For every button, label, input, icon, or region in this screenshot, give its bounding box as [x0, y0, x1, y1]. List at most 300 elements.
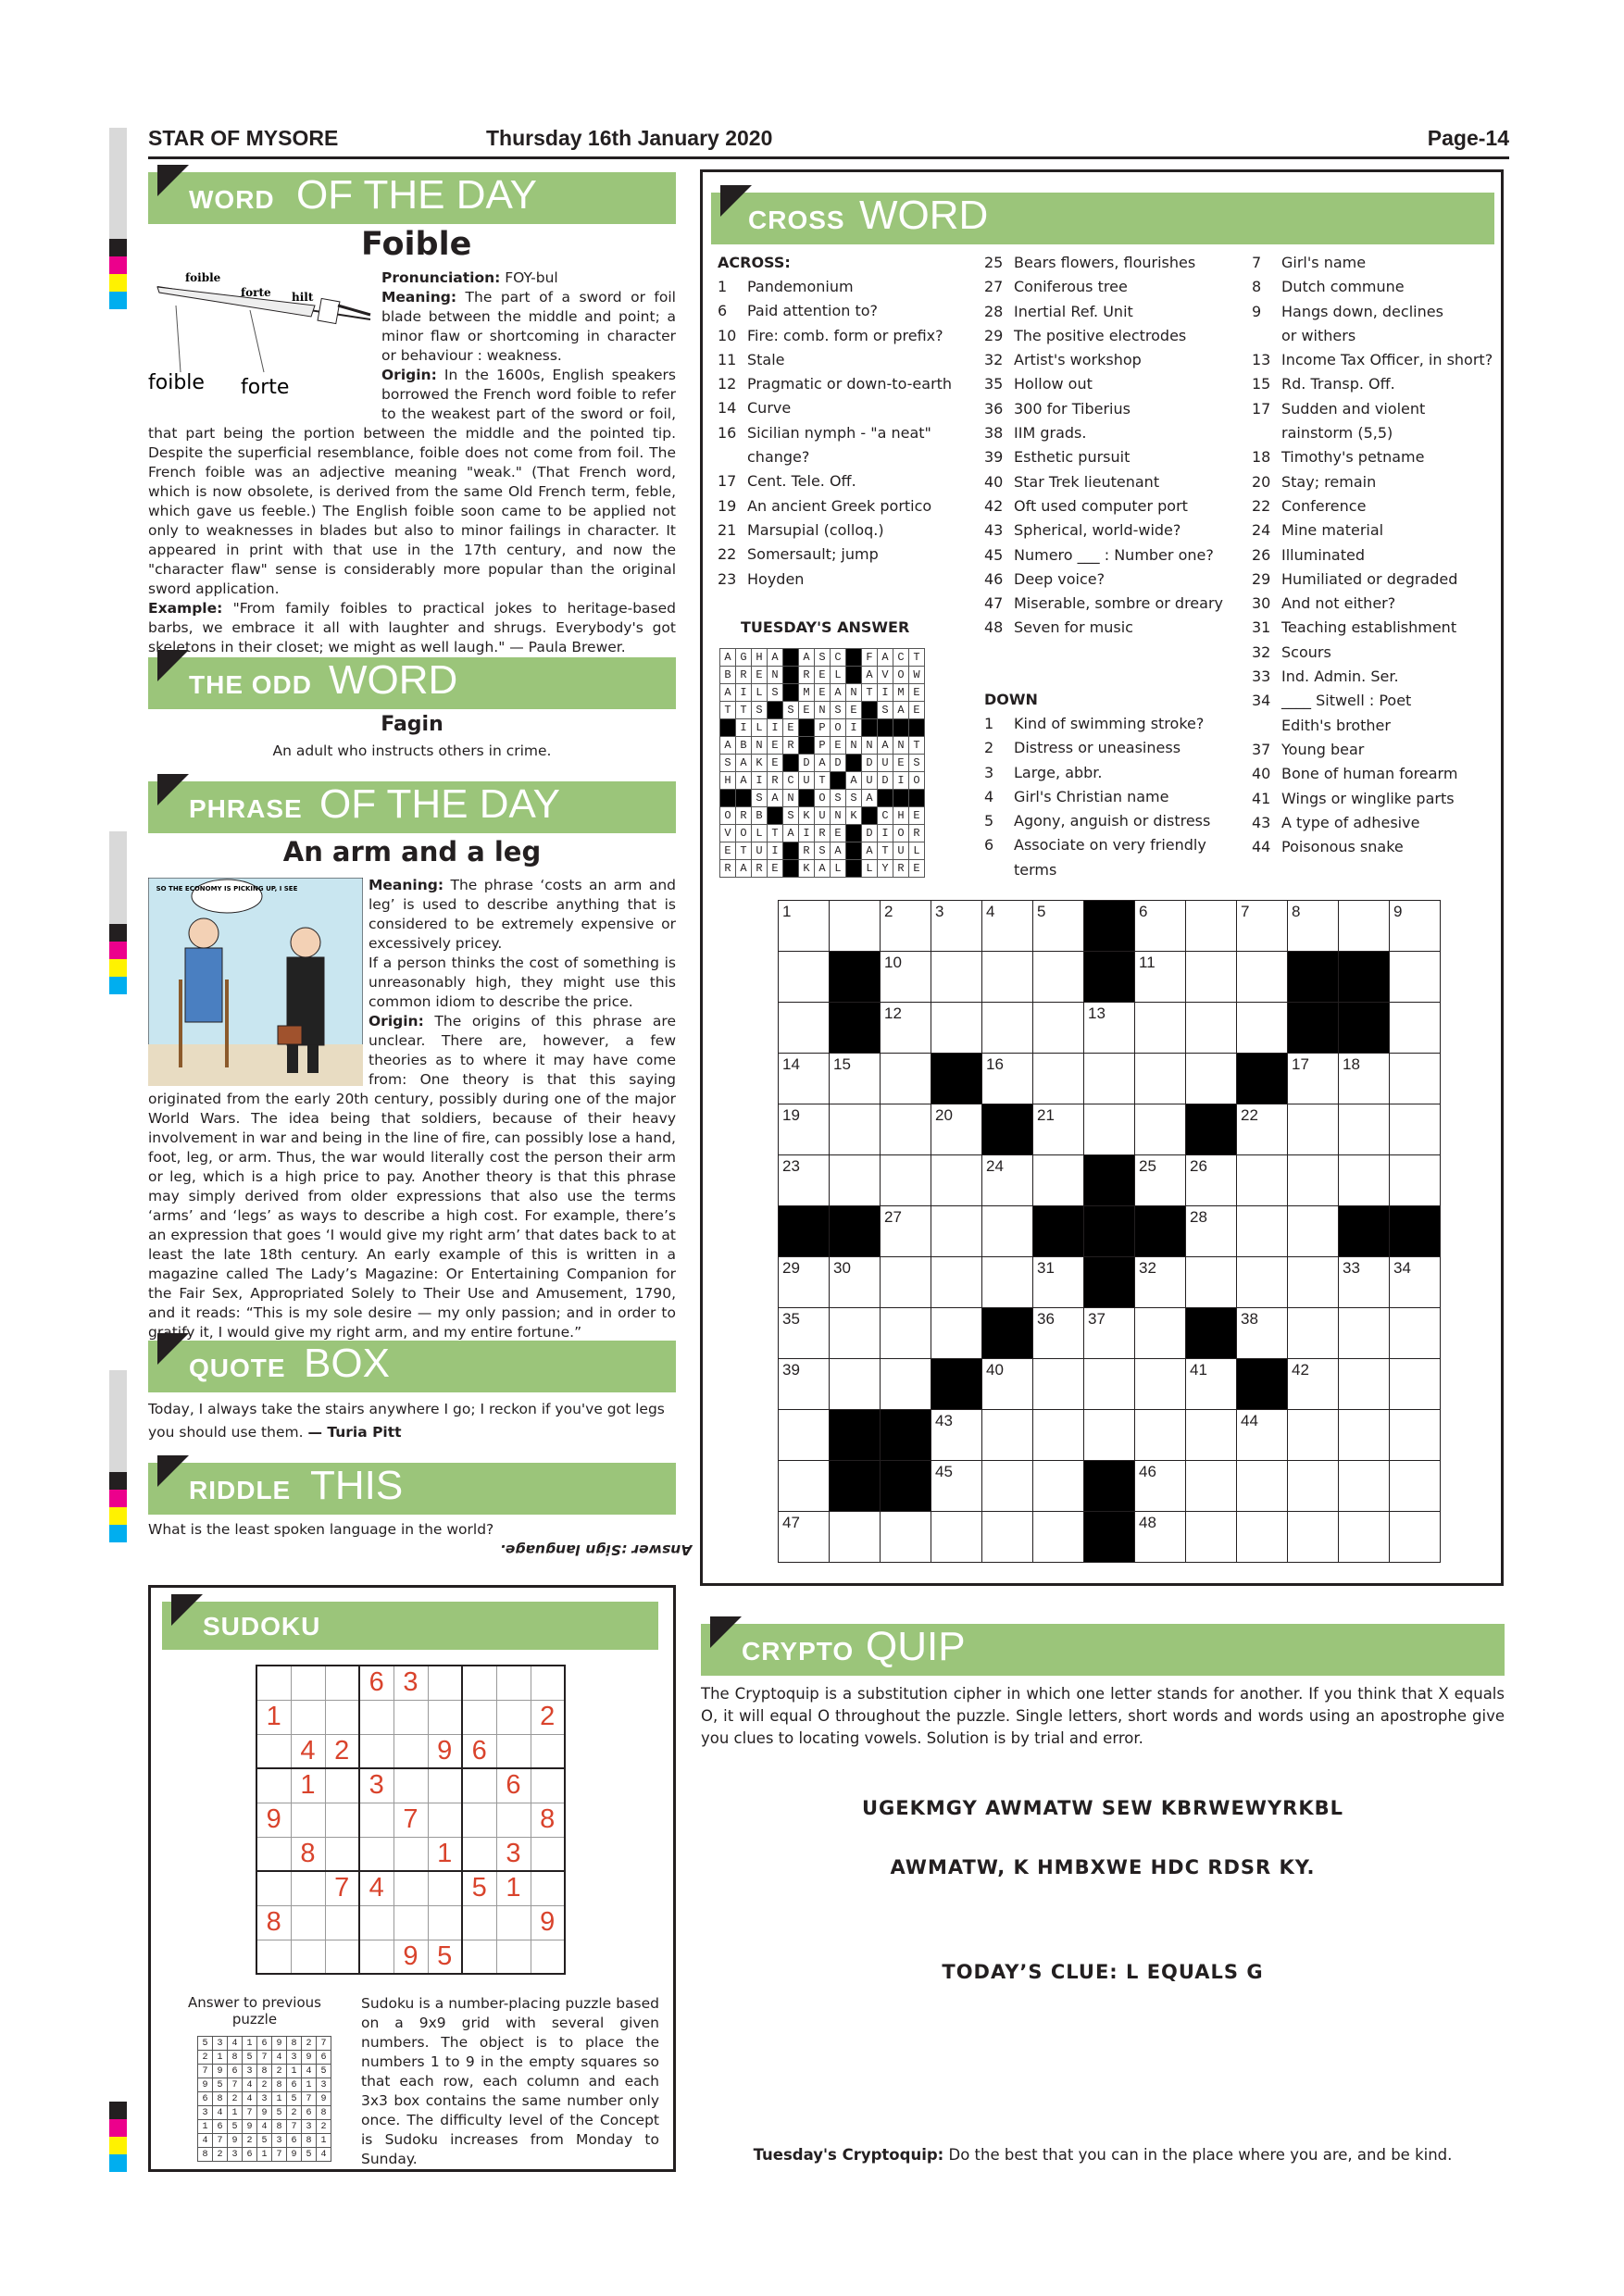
crossword-cell[interactable]: [1033, 1054, 1084, 1104]
label: Origin:: [381, 367, 437, 383]
crossword-cell[interactable]: [1237, 1003, 1288, 1054]
sudoku-cell[interactable]: [496, 1803, 531, 1837]
answer-cell: [846, 825, 862, 842]
crossword-cell[interactable]: [1288, 1206, 1339, 1257]
sudoku-cell[interactable]: [394, 1768, 428, 1803]
crossword-cell[interactable]: 42: [1288, 1359, 1339, 1410]
crossword-cell[interactable]: [1339, 1512, 1390, 1563]
clue: [1252, 787, 1502, 811]
sudoku-previous-answer: [197, 2036, 331, 2162]
sudoku-cell[interactable]: [291, 1871, 325, 1905]
answer-cell: R: [815, 825, 831, 842]
crossword-cell[interactable]: [881, 1104, 931, 1155]
sudoku-cell[interactable]: [496, 1905, 531, 1940]
answer-cell: D: [831, 755, 846, 772]
sudoku-cell[interactable]: [394, 1734, 428, 1768]
crossword-cell[interactable]: [1390, 1054, 1441, 1104]
answer-cell: N: [815, 702, 831, 719]
crossword-cell[interactable]: 38: [1237, 1308, 1288, 1359]
sudoku-cell[interactable]: [428, 1871, 462, 1905]
sudoku-cell[interactable]: [291, 1666, 325, 1700]
crossword-cell[interactable]: 32: [1135, 1257, 1186, 1308]
answer-cell: B: [752, 807, 768, 825]
crossword-cell[interactable]: [1390, 1410, 1441, 1461]
header-bold: RIDDLE: [189, 1476, 292, 1504]
sudoku-cell[interactable]: [325, 1837, 359, 1871]
sudoku-cell[interactable]: [531, 1768, 565, 1803]
sudoku-cell[interactable]: 6: [462, 1734, 496, 1768]
sudoku-cell[interactable]: [325, 1905, 359, 1940]
crossword-cell[interactable]: 4: [982, 901, 1033, 952]
sudoku-cell[interactable]: 3: [496, 1837, 531, 1871]
sudoku-cell[interactable]: [428, 1700, 462, 1734]
sudoku-cell[interactable]: [256, 1666, 291, 1700]
clue: [718, 469, 986, 493]
crossword-cell[interactable]: [1186, 901, 1237, 952]
sudoku-cell[interactable]: [496, 1700, 531, 1734]
sudoku-cell[interactable]: 6: [359, 1666, 394, 1700]
crossword-cell[interactable]: [1084, 1410, 1135, 1461]
answer-cell: E: [799, 702, 815, 719]
crossword-cell[interactable]: [1186, 1054, 1237, 1104]
sudoku-cell[interactable]: [359, 1700, 394, 1734]
answer-cell: T: [815, 772, 831, 790]
crossword-cell[interactable]: 1: [779, 901, 830, 952]
crossword-cell[interactable]: [830, 1512, 881, 1563]
answer-cell: S: [768, 684, 783, 702]
crossword-cell[interactable]: [1237, 1461, 1288, 1512]
clue-number: 31: [1252, 618, 1271, 637]
sudoku-cell[interactable]: 4: [359, 1871, 394, 1905]
previous-sudoku-cell: 3: [302, 2120, 317, 2134]
crossword-cell[interactable]: [1186, 1257, 1237, 1308]
sudoku-cell[interactable]: [394, 1871, 428, 1905]
crossword-cell[interactable]: [1237, 1206, 1288, 1257]
sudoku-cell[interactable]: [462, 1666, 496, 1700]
crossword-cell[interactable]: [1339, 901, 1390, 952]
answer-cell: E: [831, 825, 846, 842]
sudoku-cell[interactable]: 5: [428, 1940, 462, 1974]
clue-text: Girl's name: [1281, 254, 1367, 271]
crossword-cell[interactable]: 48: [1135, 1512, 1186, 1563]
sudoku-cell[interactable]: [462, 1940, 496, 1974]
crossword-cell[interactable]: [931, 1155, 982, 1206]
sudoku-cell[interactable]: [359, 1803, 394, 1837]
clue-number: 30: [1252, 594, 1271, 613]
crossword-cell[interactable]: [1390, 1359, 1441, 1410]
crossword-cell[interactable]: [1033, 1359, 1084, 1410]
sudoku-cell[interactable]: 1: [496, 1871, 531, 1905]
crossword-cell[interactable]: [982, 1257, 1033, 1308]
crossword-cell[interactable]: [881, 1155, 931, 1206]
diagram-label-foible-large: foible: [148, 371, 205, 394]
crossword-cell[interactable]: [1288, 1410, 1339, 1461]
crossword-cell[interactable]: 36: [1033, 1308, 1084, 1359]
clue: [718, 543, 986, 567]
crossword-cell[interactable]: [931, 952, 982, 1003]
crossword-cell[interactable]: [1135, 1410, 1186, 1461]
crossword-cell[interactable]: [1135, 1308, 1186, 1359]
answer-cell: [831, 772, 846, 790]
sudoku-cell[interactable]: 5: [462, 1871, 496, 1905]
sudoku-cell[interactable]: [256, 1734, 291, 1768]
crossword-cell[interactable]: [1186, 1410, 1237, 1461]
crossword-cell[interactable]: [982, 952, 1033, 1003]
answer-cell: N: [846, 737, 862, 755]
clue: [984, 543, 1262, 568]
sudoku-cell[interactable]: 7: [325, 1871, 359, 1905]
crossword-cell[interactable]: 3: [931, 901, 982, 952]
crossword-cell[interactable]: [1033, 1512, 1084, 1563]
sudoku-cell[interactable]: [428, 1803, 462, 1837]
answer-cell: P: [815, 737, 831, 755]
answer-cell: [846, 860, 862, 878]
sudoku-cell[interactable]: [496, 1666, 531, 1700]
crossword-cell[interactable]: [779, 1003, 830, 1054]
crossword-cell[interactable]: [1237, 1257, 1288, 1308]
previous-sudoku-cell: 2: [213, 2148, 228, 2162]
clue: [1252, 689, 1502, 713]
answer-cell: A: [768, 790, 783, 807]
sudoku-cell[interactable]: [325, 1768, 359, 1803]
crossword-cell[interactable]: [830, 1308, 881, 1359]
answer-cell: [783, 649, 799, 667]
crossword-cell[interactable]: [931, 1003, 982, 1054]
crossword-cell[interactable]: 2: [881, 901, 931, 952]
crossword-cell[interactable]: 12: [881, 1003, 931, 1054]
sudoku-cell[interactable]: [462, 1768, 496, 1803]
sudoku-cell[interactable]: [291, 1700, 325, 1734]
crossword-cell[interactable]: [982, 1512, 1033, 1563]
previous-sudoku-cell: 7: [317, 2037, 331, 2051]
pronunciation: FOY-bul: [505, 269, 558, 286]
crossword-cell[interactable]: 37: [1084, 1308, 1135, 1359]
crossword-cell[interactable]: [982, 1461, 1033, 1512]
header-light: OF THE DAY: [319, 781, 560, 827]
crossword-cell[interactable]: 11: [1135, 952, 1186, 1003]
sudoku-cell[interactable]: 1: [428, 1837, 462, 1871]
answer-cell: L: [752, 719, 768, 737]
crossword-cell[interactable]: [779, 952, 830, 1003]
crossword-cell[interactable]: [1186, 1461, 1237, 1512]
crossword-cell[interactable]: 18: [1339, 1054, 1390, 1104]
sudoku-grid: [256, 1665, 566, 1975]
crossword-cell[interactable]: [1339, 1461, 1390, 1512]
sudoku-cell[interactable]: [394, 1837, 428, 1871]
crossword-cell[interactable]: [830, 1359, 881, 1410]
crossword-cell[interactable]: [1084, 1054, 1135, 1104]
sudoku-cell[interactable]: [531, 1734, 565, 1768]
header-bold: CROSS: [748, 206, 845, 234]
crossword-cell[interactable]: [1339, 1104, 1390, 1155]
previous-sudoku-cell: 2: [198, 2051, 213, 2065]
crossword-cell[interactable]: 28: [1186, 1206, 1237, 1257]
crossword-cell[interactable]: 29: [779, 1257, 830, 1308]
crossword-cell[interactable]: 39: [779, 1359, 830, 1410]
crossword-cell[interactable]: [982, 1003, 1033, 1054]
crossword-cell[interactable]: [931, 1257, 982, 1308]
clue-text: Illuminated: [1281, 545, 1365, 564]
answer-cell: A: [736, 755, 752, 772]
crossword-cell[interactable]: 33: [1339, 1257, 1390, 1308]
crossword-cell[interactable]: [1390, 1308, 1441, 1359]
sudoku-cell[interactable]: 9: [428, 1734, 462, 1768]
crossword-cell[interactable]: [1288, 1257, 1339, 1308]
sudoku-cell[interactable]: [462, 1700, 496, 1734]
crossword-cell[interactable]: [931, 1512, 982, 1563]
answer-cell: I: [799, 825, 815, 842]
crossword-cell[interactable]: [881, 1054, 931, 1104]
crossword-cell[interactable]: 19: [779, 1104, 830, 1155]
crossword-cell[interactable]: [1033, 952, 1084, 1003]
crossword-cell[interactable]: [881, 1257, 931, 1308]
crossword-cell[interactable]: [1186, 1003, 1237, 1054]
crossword-cell[interactable]: [1237, 1512, 1288, 1563]
crossword-cell[interactable]: [1339, 1308, 1390, 1359]
crossword-cell[interactable]: [881, 1308, 931, 1359]
crossword-cell: [1084, 1257, 1135, 1308]
answer-cell: S: [831, 702, 846, 719]
answer-cell: [799, 790, 815, 807]
sudoku-cell[interactable]: [291, 1940, 325, 1974]
crossword-cell[interactable]: 20: [931, 1104, 982, 1155]
previous-sudoku-cell: 5: [228, 2120, 243, 2134]
answer-cell: A: [815, 860, 831, 878]
sudoku-cell[interactable]: 2: [531, 1700, 565, 1734]
crossword-cell[interactable]: 5: [1033, 901, 1084, 952]
sudoku-cell[interactable]: [394, 1700, 428, 1734]
answer-cell: U: [878, 755, 893, 772]
crossword-cell[interactable]: 25: [1135, 1155, 1186, 1206]
sudoku-cell[interactable]: [291, 1803, 325, 1837]
crossword-cell[interactable]: [982, 1410, 1033, 1461]
sudoku-cell[interactable]: 9: [394, 1940, 428, 1974]
sudoku-cell[interactable]: 9: [256, 1803, 291, 1837]
crossword-cell[interactable]: 7: [1237, 901, 1288, 952]
crossword-cell[interactable]: [1033, 1003, 1084, 1054]
crossword-cell[interactable]: 9: [1390, 901, 1441, 952]
sudoku-cell[interactable]: [325, 1700, 359, 1734]
sudoku-description: Sudoku is a number-placing puzzle based on a 9x9 grid with several given numbers. The object is to place the numbers 1 to 9 in the empty squares so that each row, each column and each 3x3 box contains the same number only once. The difficulty level of the Concept is Sudoku increases from Monday to Sunday.: [361, 1995, 659, 2167]
sudoku-cell[interactable]: [496, 1734, 531, 1768]
crossword-cell[interactable]: 41: [1186, 1359, 1237, 1410]
crossword-cell[interactable]: [1339, 1155, 1390, 1206]
sudoku-cell[interactable]: [359, 1905, 394, 1940]
answer-cell: I: [768, 842, 783, 860]
answer-cell: [909, 719, 925, 737]
crossword-cell[interactable]: 46: [1135, 1461, 1186, 1512]
answer-cell: R: [736, 807, 752, 825]
sudoku-cell[interactable]: [359, 1837, 394, 1871]
crossword-cell[interactable]: [982, 1206, 1033, 1257]
crossword-cell[interactable]: [779, 1461, 830, 1512]
sudoku-cell[interactable]: [291, 1905, 325, 1940]
crossword-cell[interactable]: [1288, 1308, 1339, 1359]
answer-cell: H: [720, 772, 736, 790]
crossword-cell[interactable]: 24: [982, 1155, 1033, 1206]
sudoku-cell[interactable]: 1: [291, 1768, 325, 1803]
crossword-cell[interactable]: [1390, 1461, 1441, 1512]
crossword-cell[interactable]: 35: [779, 1308, 830, 1359]
crossword-cell: [931, 1054, 982, 1104]
previous-sudoku-cell: 3: [317, 2078, 331, 2092]
crossword-cell[interactable]: [779, 1410, 830, 1461]
previous-sudoku-cell: 4: [272, 2051, 287, 2065]
sudoku-cell[interactable]: 2: [325, 1734, 359, 1768]
crossword-cell[interactable]: [1288, 1461, 1339, 1512]
crossword-cell[interactable]: 26: [1186, 1155, 1237, 1206]
previous-sudoku-cell: 8: [302, 2134, 317, 2148]
crossword-cell[interactable]: [1135, 1359, 1186, 1410]
sudoku-cell[interactable]: [256, 1837, 291, 1871]
sudoku-cell[interactable]: [256, 1768, 291, 1803]
crossword-cell[interactable]: [1033, 1410, 1084, 1461]
sudoku-cell[interactable]: [531, 1940, 565, 1974]
clue-text: IIM grads.: [1014, 424, 1087, 443]
crossword-cell[interactable]: [830, 1104, 881, 1155]
answer-cell: K: [799, 860, 815, 878]
crossword-cell[interactable]: 30: [830, 1257, 881, 1308]
sudoku-cell[interactable]: [394, 1905, 428, 1940]
crossword-cell[interactable]: [1390, 1512, 1441, 1563]
sudoku-cell[interactable]: 4: [291, 1734, 325, 1768]
crossword-cell[interactable]: 17: [1288, 1054, 1339, 1104]
clue-text: Dutch commune: [1281, 278, 1405, 296]
clue: [1252, 738, 1502, 762]
previous-sudoku-cell: 8: [287, 2037, 302, 2051]
crossword-cell[interactable]: 22: [1237, 1104, 1288, 1155]
crossword-cell[interactable]: 8: [1288, 901, 1339, 952]
answer-cell: I: [878, 825, 893, 842]
clue-number: 43: [984, 521, 1004, 540]
phrase-header: [148, 781, 676, 833]
crossword-cell[interactable]: [1033, 1155, 1084, 1206]
crossword-cell[interactable]: [1288, 1104, 1339, 1155]
sudoku-cell[interactable]: [462, 1837, 496, 1871]
clue: [984, 761, 1262, 785]
sudoku-cell[interactable]: [462, 1905, 496, 1940]
crossword-cell[interactable]: [1390, 1003, 1441, 1054]
crossword-cell[interactable]: 44: [1237, 1410, 1288, 1461]
sudoku-cell[interactable]: [256, 1940, 291, 1974]
sudoku-cell[interactable]: [496, 1940, 531, 1974]
crossword-cell[interactable]: [1390, 1104, 1441, 1155]
header-bold: CRYPTO: [742, 1637, 855, 1666]
crossword-cell[interactable]: 34: [1390, 1257, 1441, 1308]
sudoku-cell[interactable]: [462, 1803, 496, 1837]
crossword-cell[interactable]: [1390, 952, 1441, 1003]
sudoku-cell[interactable]: [428, 1768, 462, 1803]
answer-cell: R: [799, 842, 815, 860]
crossword-cell[interactable]: 6: [1135, 901, 1186, 952]
sudoku-cell[interactable]: 8: [256, 1905, 291, 1940]
crossword-cell[interactable]: 21: [1033, 1104, 1084, 1155]
clue-text: Agony, anguish or distress: [1014, 812, 1211, 830]
sudoku-cell[interactable]: [359, 1734, 394, 1768]
sudoku-cell[interactable]: [428, 1666, 462, 1700]
crossword-cell[interactable]: [931, 1206, 982, 1257]
crossword-cell[interactable]: 43: [931, 1410, 982, 1461]
sudoku-cell[interactable]: [531, 1871, 565, 1905]
crossword-cell[interactable]: [881, 1512, 931, 1563]
clue-text: Hangs down, declines: [1281, 302, 1443, 320]
clue-text: Young bear: [1281, 740, 1365, 758]
crossword-cell: [931, 1359, 982, 1410]
crossword-cell[interactable]: 16: [982, 1054, 1033, 1104]
crossword-cell[interactable]: [1135, 1003, 1186, 1054]
crossword-cell[interactable]: 14: [779, 1054, 830, 1104]
crossword-cell[interactable]: 31: [1033, 1257, 1084, 1308]
sudoku-cell[interactable]: [325, 1803, 359, 1837]
crossword-cell[interactable]: 27: [881, 1206, 931, 1257]
clue-text: Esthetic pursuit: [1014, 448, 1131, 467]
crossword-cell: [881, 1410, 931, 1461]
clue-text: change?: [747, 448, 810, 467]
sudoku-cell[interactable]: 1: [256, 1700, 291, 1734]
sudoku-cell[interactable]: 8: [291, 1837, 325, 1871]
crossword-cell[interactable]: [1135, 1104, 1186, 1155]
crossword-cell[interactable]: 40: [982, 1359, 1033, 1410]
sudoku-cell[interactable]: 9: [531, 1905, 565, 1940]
crossword-cell[interactable]: 23: [779, 1155, 830, 1206]
crossword-cell[interactable]: 47: [779, 1512, 830, 1563]
sudoku-cell[interactable]: [531, 1837, 565, 1871]
sudoku-cell[interactable]: 6: [496, 1768, 531, 1803]
crossword-cell[interactable]: 10: [881, 952, 931, 1003]
crossword-cell[interactable]: [1135, 1054, 1186, 1104]
crossword-cell: [830, 1410, 881, 1461]
crossword-cell[interactable]: [1339, 1410, 1390, 1461]
sudoku-cell[interactable]: [359, 1940, 394, 1974]
sudoku-cell[interactable]: [428, 1905, 462, 1940]
crossword-cell[interactable]: [1237, 1155, 1288, 1206]
sudoku-cell[interactable]: [256, 1871, 291, 1905]
crossword-cell[interactable]: [1033, 1461, 1084, 1512]
sudoku-cell[interactable]: 7: [394, 1803, 428, 1837]
crossword-cell[interactable]: [1288, 1512, 1339, 1563]
crossword-cell[interactable]: [1237, 952, 1288, 1003]
previous-sudoku-cell: 7: [257, 2051, 272, 2065]
clue-number: 4: [984, 787, 994, 805]
crossword-cell[interactable]: [1186, 952, 1237, 1003]
crossword-cell[interactable]: 15: [830, 1054, 881, 1104]
quote-author: — Turia Pitt: [307, 1424, 402, 1441]
sudoku-cell[interactable]: 3: [359, 1768, 394, 1803]
crossword-cell[interactable]: [1288, 1155, 1339, 1206]
crossword-cell[interactable]: [830, 1155, 881, 1206]
crossword-cell[interactable]: [830, 901, 881, 952]
previous-sudoku-cell: 8: [317, 2106, 331, 2120]
sudoku-cell[interactable]: 3: [394, 1666, 428, 1700]
crossword-cell[interactable]: 45: [931, 1461, 982, 1512]
sudoku-cell[interactable]: [325, 1666, 359, 1700]
clue: [984, 518, 1262, 543]
sudoku-cell[interactable]: [531, 1666, 565, 1700]
crossword-cell[interactable]: 13: [1084, 1003, 1135, 1054]
crossword-cell[interactable]: [931, 1308, 982, 1359]
sudoku-cell[interactable]: [325, 1940, 359, 1974]
crossword-cell[interactable]: [1339, 1359, 1390, 1410]
crossword-cell[interactable]: [881, 1359, 931, 1410]
previous-sudoku-cell: 4: [198, 2134, 213, 2148]
previous-sudoku-cell: 8: [272, 2120, 287, 2134]
crossword-cell[interactable]: [1186, 1512, 1237, 1563]
answer-cell: E: [893, 755, 909, 772]
sudoku-cell[interactable]: 8: [531, 1803, 565, 1837]
crossword-cell[interactable]: [1084, 1104, 1135, 1155]
crossword-cell[interactable]: [1390, 1155, 1441, 1206]
crossword-cell[interactable]: [1084, 1359, 1135, 1410]
